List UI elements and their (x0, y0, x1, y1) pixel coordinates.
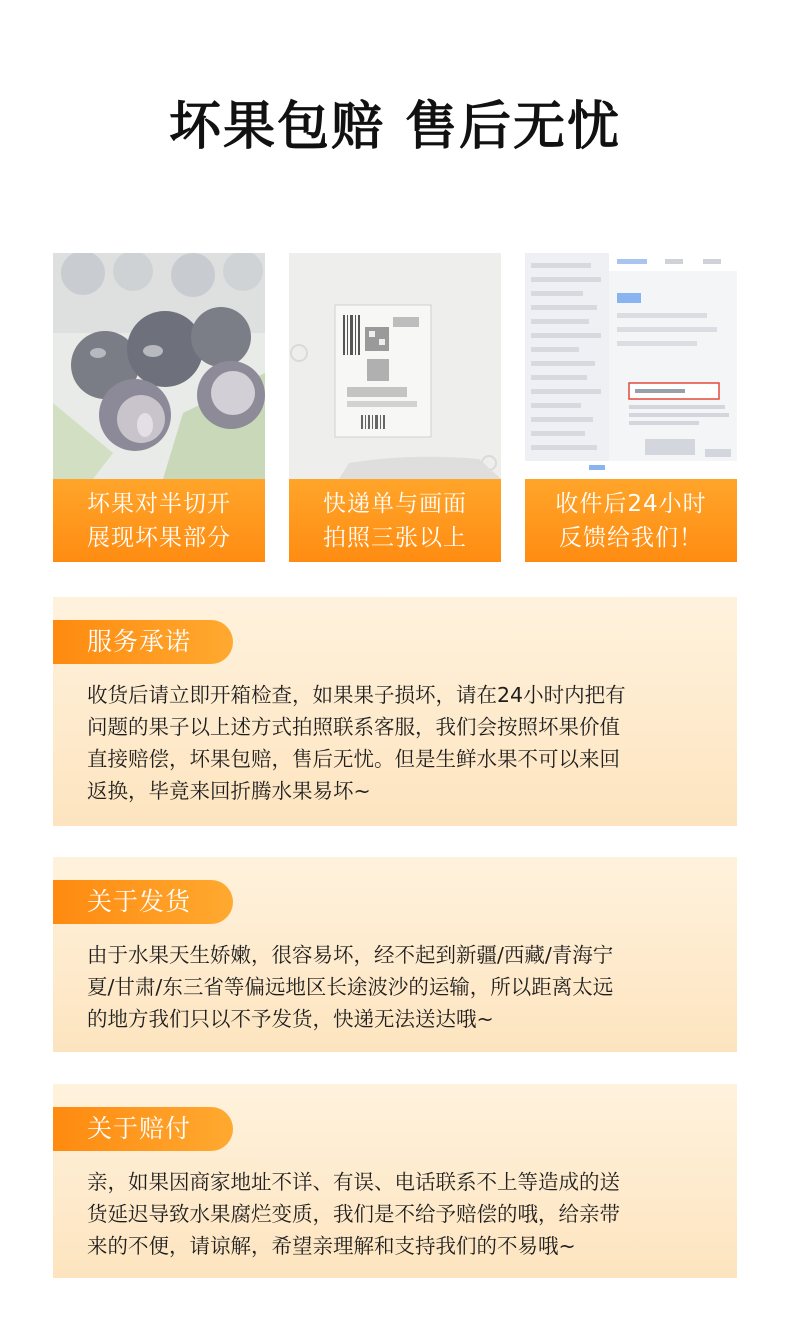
caption-line: 收件后24小时 (555, 491, 707, 517)
page-title: 坏果包赔 售后无忧 (168, 97, 622, 157)
body-line: 问题的果子以上述方式拍照联系客服，我们会按照坏果价值 (87, 715, 620, 739)
body-line: 来的不便，请谅解，希望亲理解和支持我们的不易哦~ (87, 1234, 576, 1258)
body-line: 的地方我们只以不予发货，快递无法送达哦~ (87, 1007, 494, 1031)
shipping-info-section (53, 857, 737, 1052)
caption-line: 坏果对半切开 (87, 491, 231, 517)
body-line: 亲，如果因商家地址不详、有误、电话联系不上等造成的送 (87, 1170, 620, 1194)
caption-line: 快递单与画面 (323, 491, 467, 517)
instruction-card-cut-fruit (53, 253, 265, 562)
instruction-card-chat-feedback (525, 253, 737, 562)
section-heading: 服务承诺 (53, 620, 233, 664)
body-line: 货延迟导致水果腐烂变质，我们是不给予赔偿的哦，给亲带 (87, 1202, 620, 1226)
shipping-label-photo (289, 253, 501, 479)
halved-fruit-photo (53, 253, 265, 479)
section-body (87, 679, 711, 807)
card-caption (525, 479, 737, 562)
body-line: 收货后请立即开箱检查，如果果子损坏，请在24小时内把有 (87, 683, 626, 707)
section-heading: 关于发货 (53, 880, 233, 924)
caption-line: 反馈给我们！ (559, 525, 703, 551)
section-body (87, 1166, 711, 1262)
body-line: 由于水果天生娇嫩，很容易坏，经不起到新疆/西藏/青海宁 (87, 943, 614, 967)
card-caption (289, 479, 501, 562)
instruction-card-shipping-label (289, 253, 501, 562)
compensation-section (53, 1084, 737, 1278)
caption-line: 展现坏果部分 (87, 525, 231, 551)
section-heading: 关于赔付 (53, 1107, 233, 1151)
body-line: 直接赔偿，坏果包赔，售后无忧。但是生鲜水果不可以来回 (87, 747, 620, 771)
service-promise-section (53, 597, 737, 826)
section-body (87, 939, 711, 1035)
caption-line: 拍照三张以上 (323, 525, 467, 551)
body-line: 返换，毕竟来回折腾水果易坏~ (87, 779, 371, 803)
card-caption (53, 479, 265, 562)
chat-screenshot (525, 253, 737, 479)
body-line: 夏/甘肃/东三省等偏远地区长途波沙的运输，所以距离太远 (87, 975, 614, 999)
